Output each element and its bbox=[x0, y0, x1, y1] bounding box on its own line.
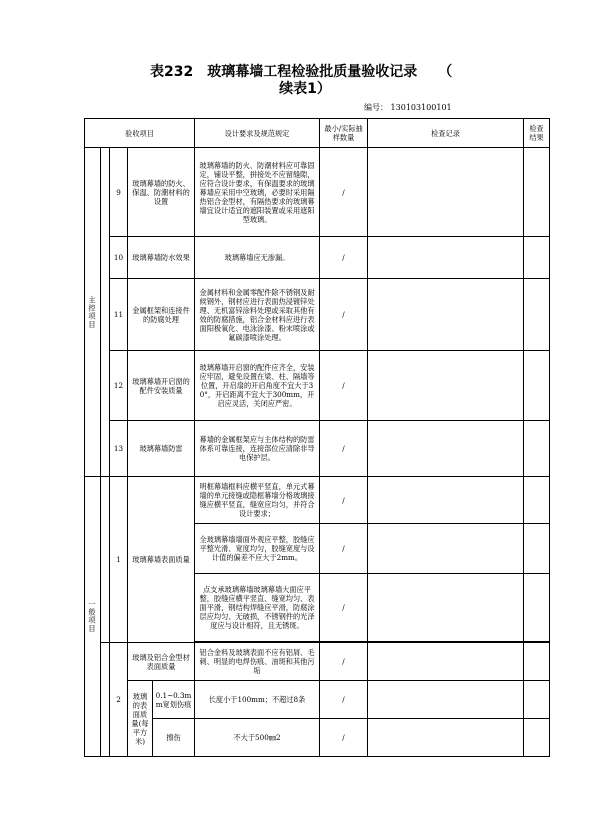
row-check-record[interactable] bbox=[368, 237, 524, 279]
row-check-result[interactable] bbox=[524, 351, 550, 421]
row-min-sample: / bbox=[320, 643, 368, 681]
row-number: 9 bbox=[110, 148, 128, 237]
row-check-result[interactable] bbox=[524, 574, 550, 642]
row-requirement: 玻璃幕墙应无渗漏。 bbox=[195, 237, 320, 279]
code-label: 编号： bbox=[364, 103, 388, 112]
general-group-spacer-2 bbox=[101, 643, 110, 757]
table-row bbox=[85, 719, 550, 757]
table-row bbox=[85, 421, 550, 477]
title-line-2: 续表1） bbox=[279, 81, 331, 97]
row-item-name: 玻璃幕墙开启窗的配件安装质量 bbox=[128, 351, 195, 421]
inspection-table bbox=[84, 118, 550, 757]
row-check-record[interactable] bbox=[368, 681, 524, 719]
row-check-record[interactable] bbox=[368, 574, 524, 642]
row-number: 2 bbox=[110, 643, 128, 757]
main-group-label: 主控项目 bbox=[85, 148, 101, 477]
row-requirement: 点支承玻璃幕墙玻璃幕墙大面应平整，胶缝应横平竖直、缝宽均匀、表面平滑，钢结构焊缝应平滑，防腐涂层应均匀、无破损，不锈钢件的光泽度应与设计相符，且无锈斑。 bbox=[195, 574, 320, 642]
table-row bbox=[85, 681, 550, 719]
row-check-record[interactable] bbox=[368, 643, 524, 681]
row-check-record[interactable] bbox=[368, 719, 524, 757]
row-check-result[interactable] bbox=[524, 148, 550, 237]
row-min-sample: / bbox=[320, 421, 368, 477]
row-requirement: 长度小于100mm；不超过8条 bbox=[195, 681, 320, 719]
row-number: 12 bbox=[110, 351, 128, 421]
row-min-sample: / bbox=[320, 681, 368, 719]
sub-item-name: 0.1~0.3mm宽划伤痕 bbox=[153, 681, 195, 719]
row-number: 13 bbox=[110, 421, 128, 477]
table-row bbox=[85, 351, 550, 421]
row-number: 10 bbox=[110, 237, 128, 279]
row-requirement: 金属材料和金属零配件除不锈钢及耐候钢外，钢材应进行表面热浸镀锌处理、无机富锌涂料处理或采取其他有效的防腐措施，铝合金材料应进行表面阳极氧化、电泳涂漆、粉末喷涂或氟碳漆喷涂处理。 bbox=[195, 279, 320, 351]
row-check-result[interactable] bbox=[524, 524, 550, 574]
main-group-spacer bbox=[101, 148, 110, 477]
row-min-sample: / bbox=[320, 237, 368, 279]
row-requirement: 玻璃幕墙的防火、防潮材料应可靠固定，铺设平整，拼接处不应留缝隙，应符合设计要求，有保温要求的玻璃幕墙应采用中空玻璃，必要时采用隔热铝合金型材，有隔热要求的玻璃幕墙宜设计适宜的遮阳装置或采用遮阳型玻璃。 bbox=[195, 148, 320, 237]
row-check-record[interactable] bbox=[368, 148, 524, 237]
code-value: 130103100101 bbox=[390, 103, 452, 112]
row-min-sample: / bbox=[320, 477, 368, 524]
row-requirement: 幕墙的金属框架应与主体结构的防雷体系可靠连接，连接部位应清除非导电保护层。 bbox=[195, 421, 320, 477]
row-item-name: 玻璃幕墙防水效果 bbox=[128, 237, 195, 279]
row-min-sample: / bbox=[320, 719, 368, 757]
row-check-result[interactable] bbox=[524, 279, 550, 351]
col-header-record: 检查记录 bbox=[368, 119, 524, 148]
row-item-name: 金属框架和连接件的防腐处理 bbox=[128, 279, 195, 351]
row-check-record[interactable] bbox=[368, 477, 524, 524]
col-header-item: 验收项目 bbox=[85, 119, 195, 148]
row-requirement: 铝合金料及玻璃表面不应有铝屑、毛刺、明显的电焊伤痕、油斑和其他污垢 bbox=[195, 643, 320, 681]
row-item-name: 玻璃幕墙表面质量 bbox=[128, 477, 195, 643]
row-check-result[interactable] bbox=[524, 237, 550, 279]
row-min-sample: / bbox=[320, 351, 368, 421]
row-check-record[interactable] bbox=[368, 279, 524, 351]
row-requirement: 不大于500㎜2 bbox=[195, 719, 320, 757]
row-check-record[interactable] bbox=[368, 421, 524, 477]
row-min-sample: / bbox=[320, 279, 368, 351]
row-check-result[interactable] bbox=[524, 719, 550, 757]
general-group-spacer bbox=[101, 477, 110, 643]
row-check-result[interactable] bbox=[524, 421, 550, 477]
row-check-result[interactable] bbox=[524, 643, 550, 681]
title-line-1: 表232 玻璃幕墙工程检验批质量验收记录 （ bbox=[150, 64, 453, 80]
row-item-name: 玻璃幕墙防雷 bbox=[128, 421, 195, 477]
row-check-result[interactable] bbox=[524, 477, 550, 524]
table-row bbox=[85, 643, 550, 681]
row-item-name: 玻璃及铝合金型材表面质量 bbox=[128, 643, 195, 681]
row-min-sample: / bbox=[320, 524, 368, 574]
row-min-sample: / bbox=[320, 148, 368, 237]
record-code bbox=[364, 102, 452, 113]
row-number: 1 bbox=[110, 477, 128, 643]
col-header-result: 检查结果 bbox=[524, 119, 550, 148]
row-check-record[interactable] bbox=[368, 351, 524, 421]
row-requirement: 全玻璃幕墙墙面外观应平整，胶缝应平整光滑、宽度均匀，胶缝宽度与设计值的偏差不应大于2mm。 bbox=[195, 524, 320, 574]
row-min-sample: / bbox=[320, 574, 368, 642]
table-row bbox=[85, 477, 550, 524]
row-requirement: 明框幕墙框料应横平竖直，单元式幕墙的单元接缝或隐框幕墙分格玻璃接缝应横平竖直，缝宽应均匀，并符合设计要求； bbox=[195, 477, 320, 524]
header-row bbox=[85, 119, 550, 148]
row-item-name: 玻璃幕墙的防火、保温、防潮材料的设置 bbox=[128, 148, 195, 237]
col-header-req: 设计要求及规范规定 bbox=[195, 119, 320, 148]
general-group-label: 一般项目 bbox=[85, 477, 101, 757]
table-row bbox=[85, 237, 550, 279]
row-item-name: 玻璃的表面质量(每平方米) bbox=[128, 681, 153, 757]
table-row bbox=[85, 148, 550, 237]
row-check-record[interactable] bbox=[368, 524, 524, 574]
row-number: 11 bbox=[110, 279, 128, 351]
row-check-result[interactable] bbox=[524, 681, 550, 719]
row-requirement: 玻璃幕墙开启窗的配件应齐全，安装应牢固，避免设置在梁、柱、隔墙等位置，开启扇的开启角度不宜大于30°，开启距离不宜大于300mm，开启应灵活，关闭应严密。 bbox=[195, 351, 320, 421]
table-row bbox=[85, 279, 550, 351]
col-header-min: 最小/实际抽样数量 bbox=[320, 119, 368, 148]
form-title bbox=[150, 64, 500, 98]
sub-item-name: 擦伤 bbox=[153, 719, 195, 757]
